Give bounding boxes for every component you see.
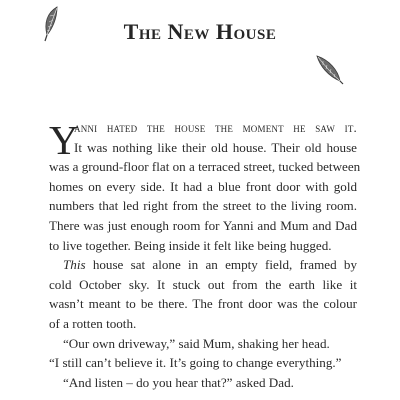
drop-cap: Y [49,117,79,163]
text-line: anni hated the house the moment he saw it. [74,120,357,135]
text-line [49,255,357,275]
text-fragment: house sat alone in an empty field, framed by [85,257,357,273]
paragraph-4 [49,373,357,393]
text-line: There was just enough room for Yanni and Mum and Dad [49,217,357,233]
chapter-body [49,117,361,392]
text-line: It was nothing like their old house. Their old house [74,139,357,155]
text-line: cold October sky. It stuck out from the earth like it [49,276,357,292]
text-line: to live together. Being inside it felt like being hugged. [49,237,332,253]
text-line: “And listen – do you hear that?” asked Dad. [63,374,294,390]
paragraph-3 [49,334,357,373]
emphasis-word: This [63,257,86,273]
text-line: “Our own driveway,” said Mum, shaking her head. [63,335,330,351]
text-line: of a rotten tooth. [49,315,137,331]
text-line: numbers that led right from the street to the living room. [49,198,357,214]
paragraph-1 [49,117,361,255]
leaf-icon [314,52,344,86]
text-line: “I still can’t believe it. It’s going to change everything.” [49,355,342,371]
chapter-title: The New House [123,19,277,44]
text-line: homes on every side. It had a blue front door with gold [49,178,357,194]
text-line: wasn’t meant to be there. The front door was the colour [49,296,357,312]
paragraph-2 [49,255,357,333]
text-line: was a ground-floor flat on a terraced street, tucked between [49,159,361,175]
